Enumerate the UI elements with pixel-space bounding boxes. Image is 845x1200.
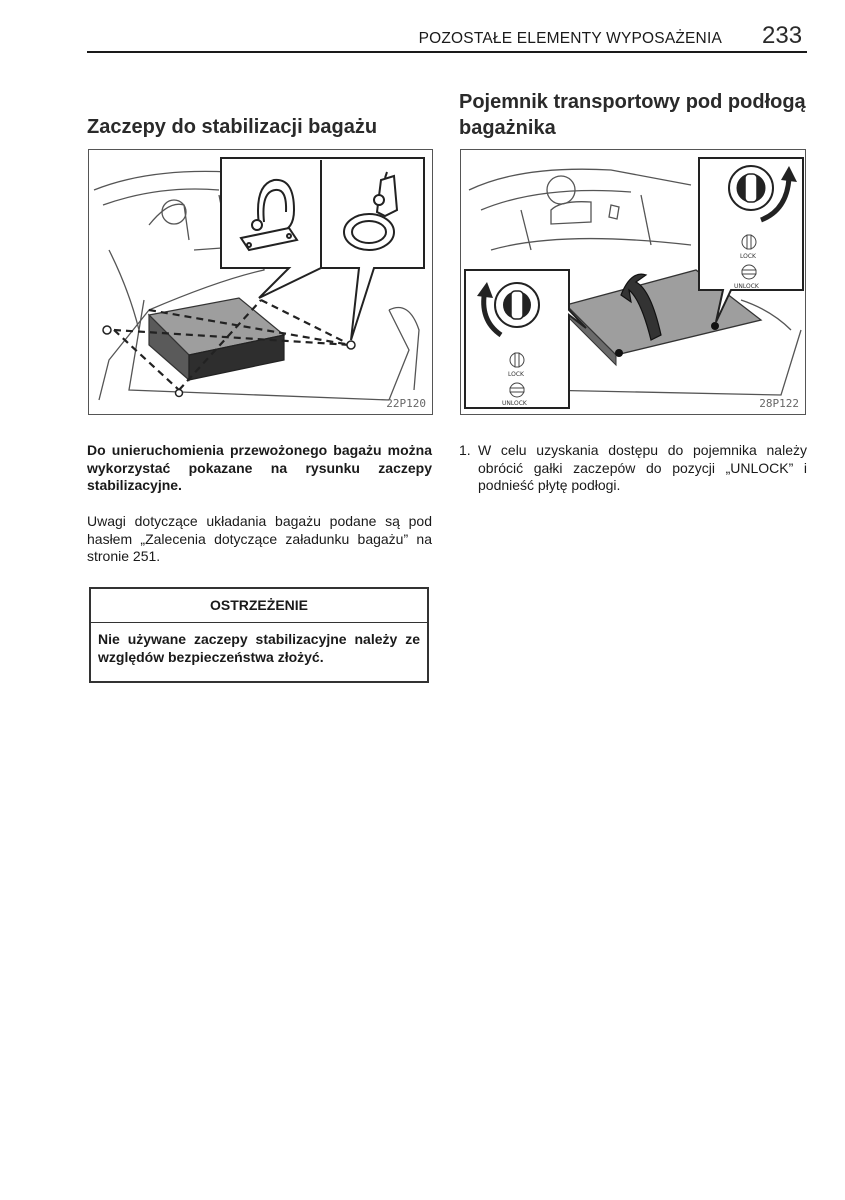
figure-code: 22P120 [386, 397, 426, 410]
running-header-title: POZOSTAŁE ELEMENTY WYPOSAŻENIA [418, 30, 722, 47]
warning-divider [91, 622, 427, 623]
section-title-underfloor-box: Pojemnik transportowy pod podłogą bagażnika [459, 91, 806, 139]
header-rule [87, 51, 807, 53]
loading-reference-note: Uwagi dotyczące układania bagażu podane są pod hasłem „Zalecenia dotyczące załadunku bagażu” na stronie 251. [87, 513, 432, 564]
warning-text: Nie używane zaczepy stabilizacyjne należy ze względów bezpieczeństwa złożyć. [98, 631, 420, 665]
unlock-label-lower: UNLOCK [502, 400, 527, 407]
step-number: 1. [459, 442, 471, 458]
lock-label-upper: LOCK [740, 253, 756, 260]
unlock-label-upper: UNLOCK [734, 283, 759, 290]
anchors-description: Do unieruchomienia przewożonego bagażu można wykorzystać pokazane na rysunku zaczepy stabilizacyjne. [87, 442, 432, 493]
luggage-anchors-illustration [89, 150, 432, 414]
page-number: 233 [762, 22, 803, 49]
step-text: W celu uzyskania dostępu do pojemnika należy obrócić gałki zaczepów do pozycji „UNLOCK” i podnieść płytę podłogi. [478, 442, 807, 493]
figure-underfloor-box [460, 149, 806, 415]
figure-luggage-anchors [88, 149, 433, 415]
figure-code: 28P122 [759, 397, 799, 410]
warning-title: OSTRZEŻENIE [209, 597, 308, 613]
lock-label-lower: LOCK [508, 371, 524, 378]
warning-box [89, 587, 429, 683]
section-title-anchors: Zaczepy do stabilizacji bagażu [87, 116, 378, 138]
